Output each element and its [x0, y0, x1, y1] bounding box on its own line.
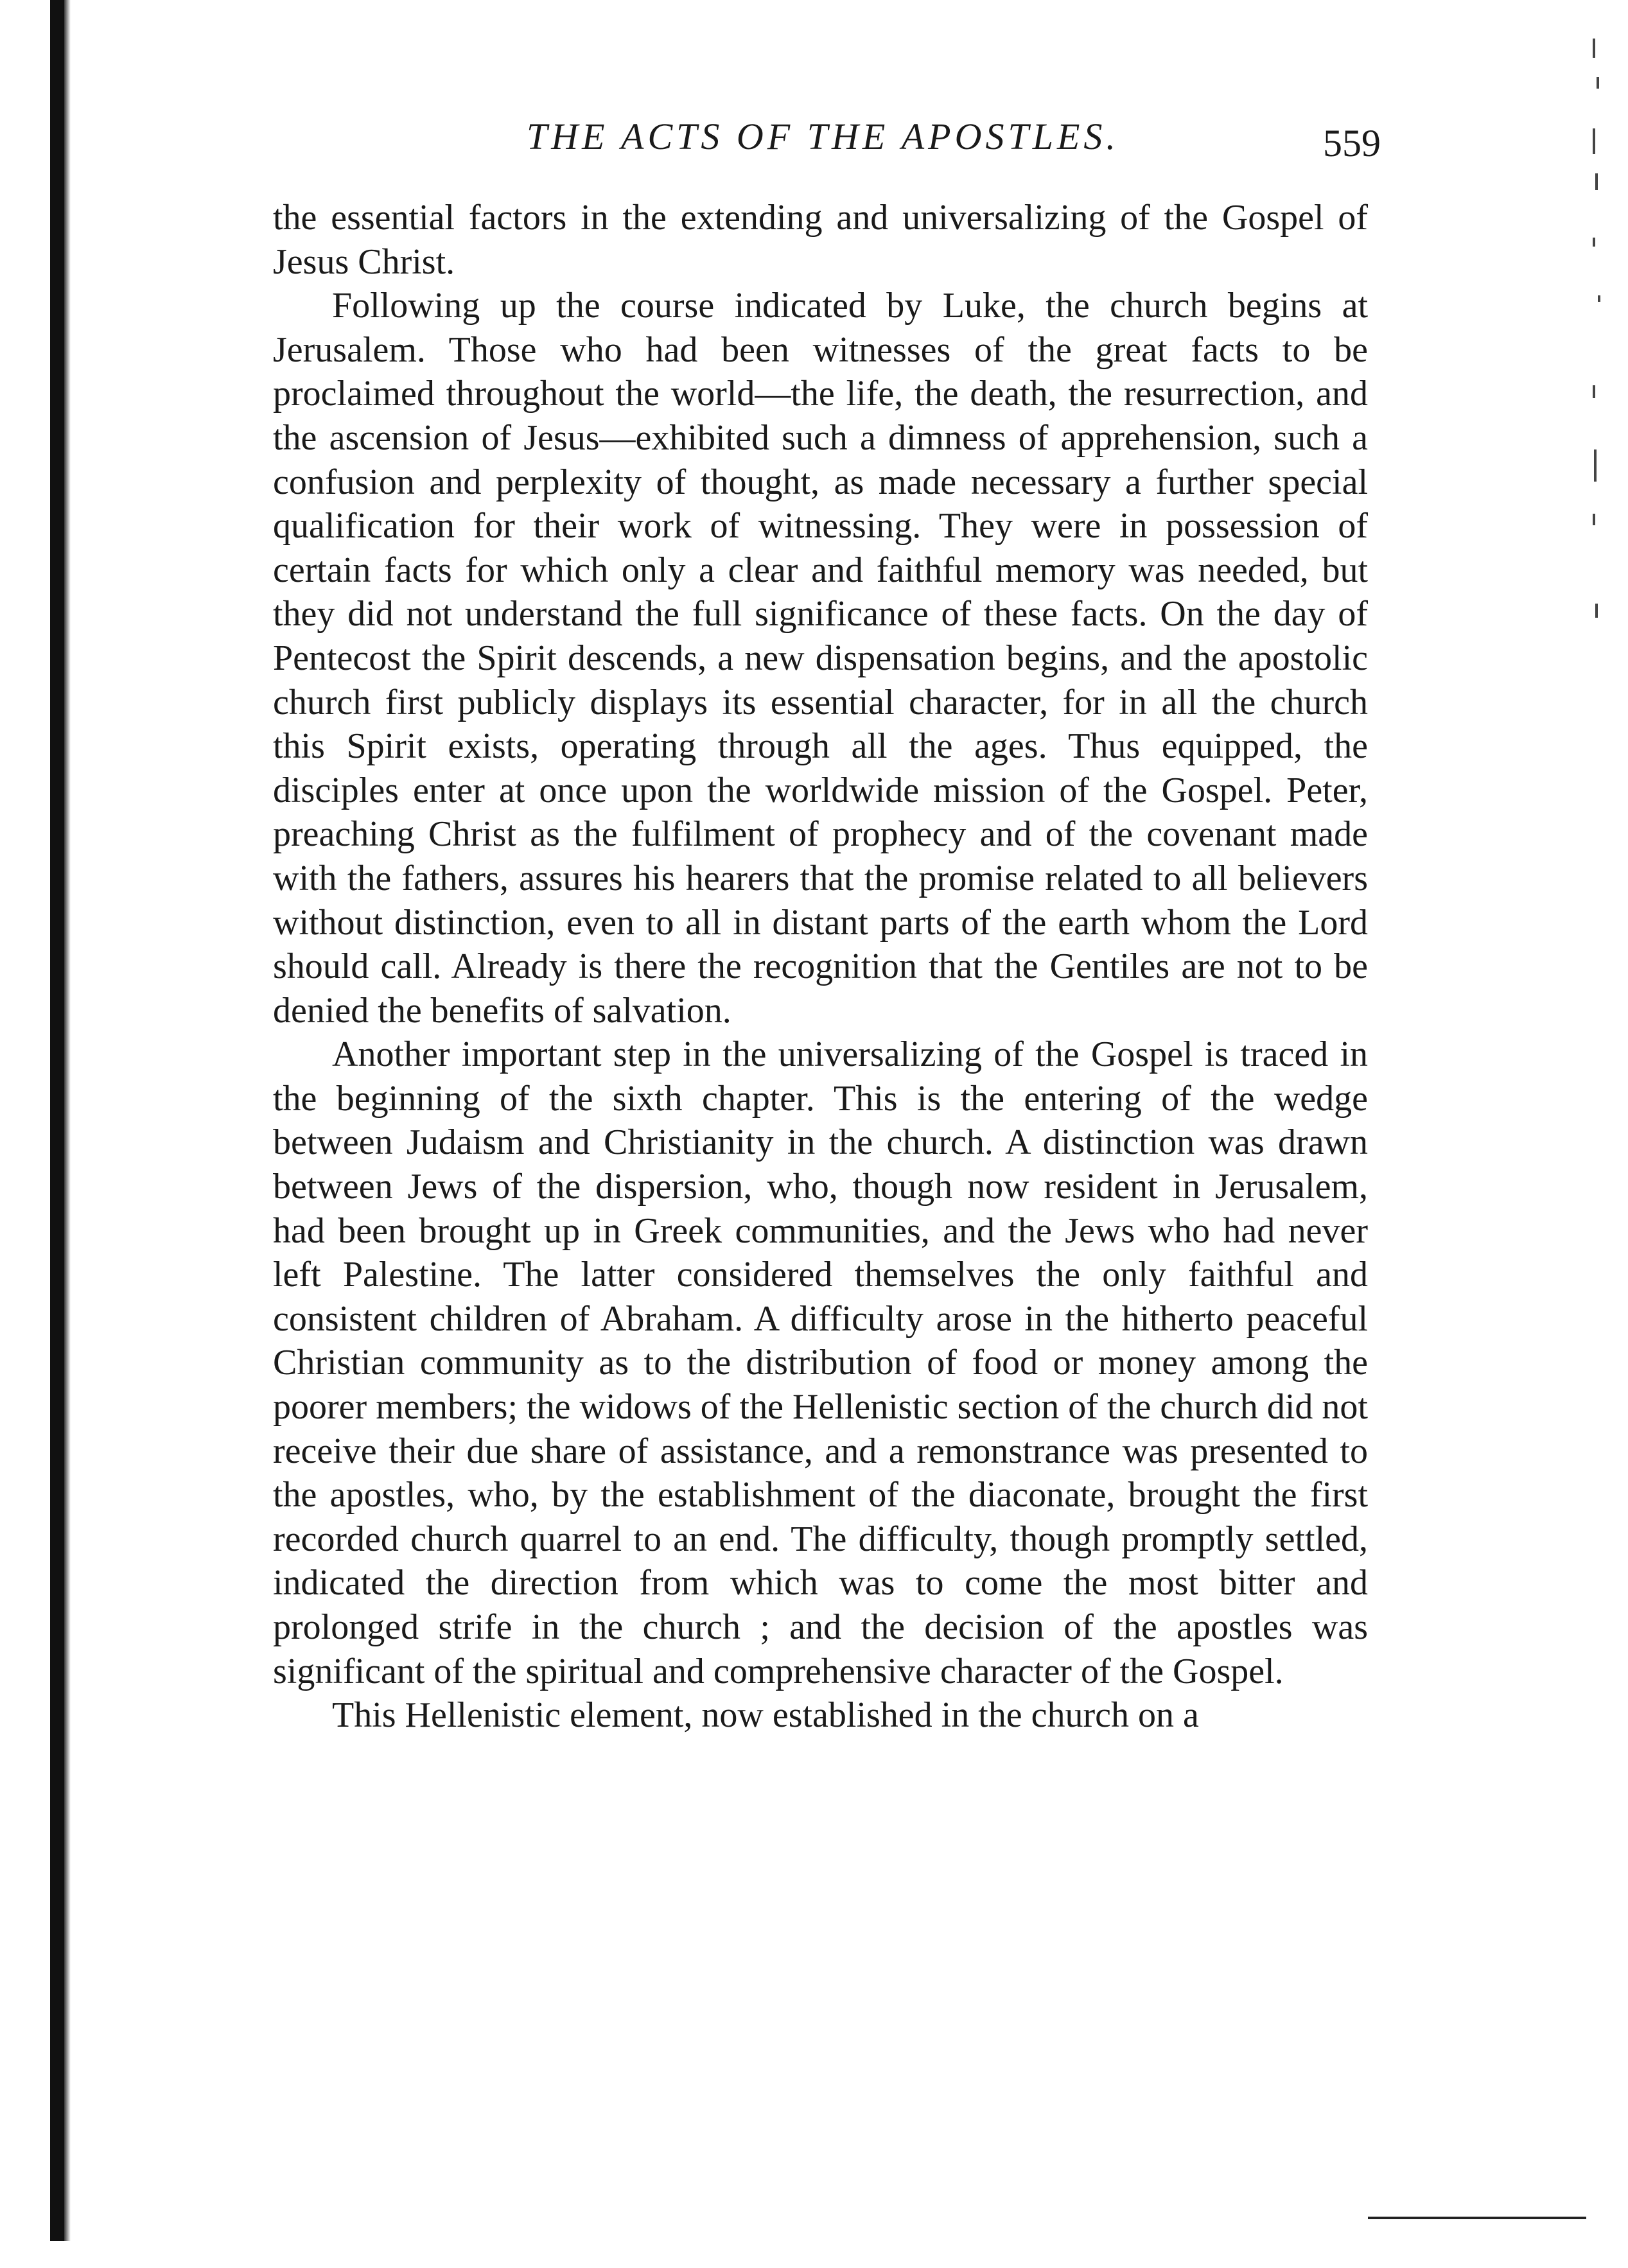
page-number: 559	[1323, 122, 1381, 164]
binding-shadow	[64, 0, 71, 2241]
binding-edge	[50, 0, 64, 2241]
scan-artifacts	[1593, 26, 1606, 668]
paragraph-jerusalem-church: Following up the course indicated by Luke, the church begins at Jerusalem. Those who had been witnesses of the great facts to be proclaimed throughout the world—the life, the death, the resurrection, and the ascension of Jesus—exhibited such a dimness of apprehension, such a confusion and perplexity of thought, as made necessary a further special qualification for their work of witnessing. They were in possession of certain facts for which only a clear and faithful memory was needed, but they did not understand the full significance of these facts. On the day of Pentecost the Spirit descends, a new dispensation begins, and the apostolic church first publicly displays its essential character, for in all the church this Spirit exists, operating through all the ages. Thus equipped, the disciples enter at once upon the worldwide mission of the Gospel. Peter, preaching Christ as the fulfilment of prophecy and of the covenant made with the fathers, assures his hearers that the promise related to all believers without distinction, even to all in distant parts of the earth whom the Lord should call. Already is there the recognition that the Gentiles are not to be denied the benefits of salvation.	[273, 286, 1368, 1031]
paragraph-hellenistic-element: This Hellenistic element, now established in the church on a	[332, 1695, 1199, 1736]
paragraph-continuation: the essential factors in the extending and universalizing of the Gospel of Jesus Christ.	[273, 198, 1368, 282]
page-header	[270, 108, 1381, 166]
footer-rule	[1368, 2217, 1586, 2219]
body-text	[273, 196, 1368, 1738]
paragraph-sixth-chapter: Another important step in the universalizing of the Gospel is traced in the beginning of the sixth chapter. This is the entering of the wedge between Judaism and Christianity in the church. A distinction was drawn between Jews of the dispersion, who, though now resident in Jerusalem, had been brought up in Greek communities, and the Jews who had never left Palestine. The latter considered themselves the only faithful and consistent children of Abraham. A difficulty arose in the hitherto peaceful Christian community as to the distribution of food or money among the poorer members; the widows of the Hellenistic section of the church did not receive their due share of assistance, and a remonstrance was presented to the apostles, who, by the establishment of the diaconate, brought the first recorded church quarrel to an end. The difficulty, though promptly settled, indicated the direction from which was to come the most bitter and prolonged strife in the church ; and the decision of the apostles was significant of the spiritual and comprehensive character of the Gospel.	[273, 1034, 1368, 1691]
running-title: THE ACTS OF THE APOSTLES.	[527, 116, 1119, 157]
